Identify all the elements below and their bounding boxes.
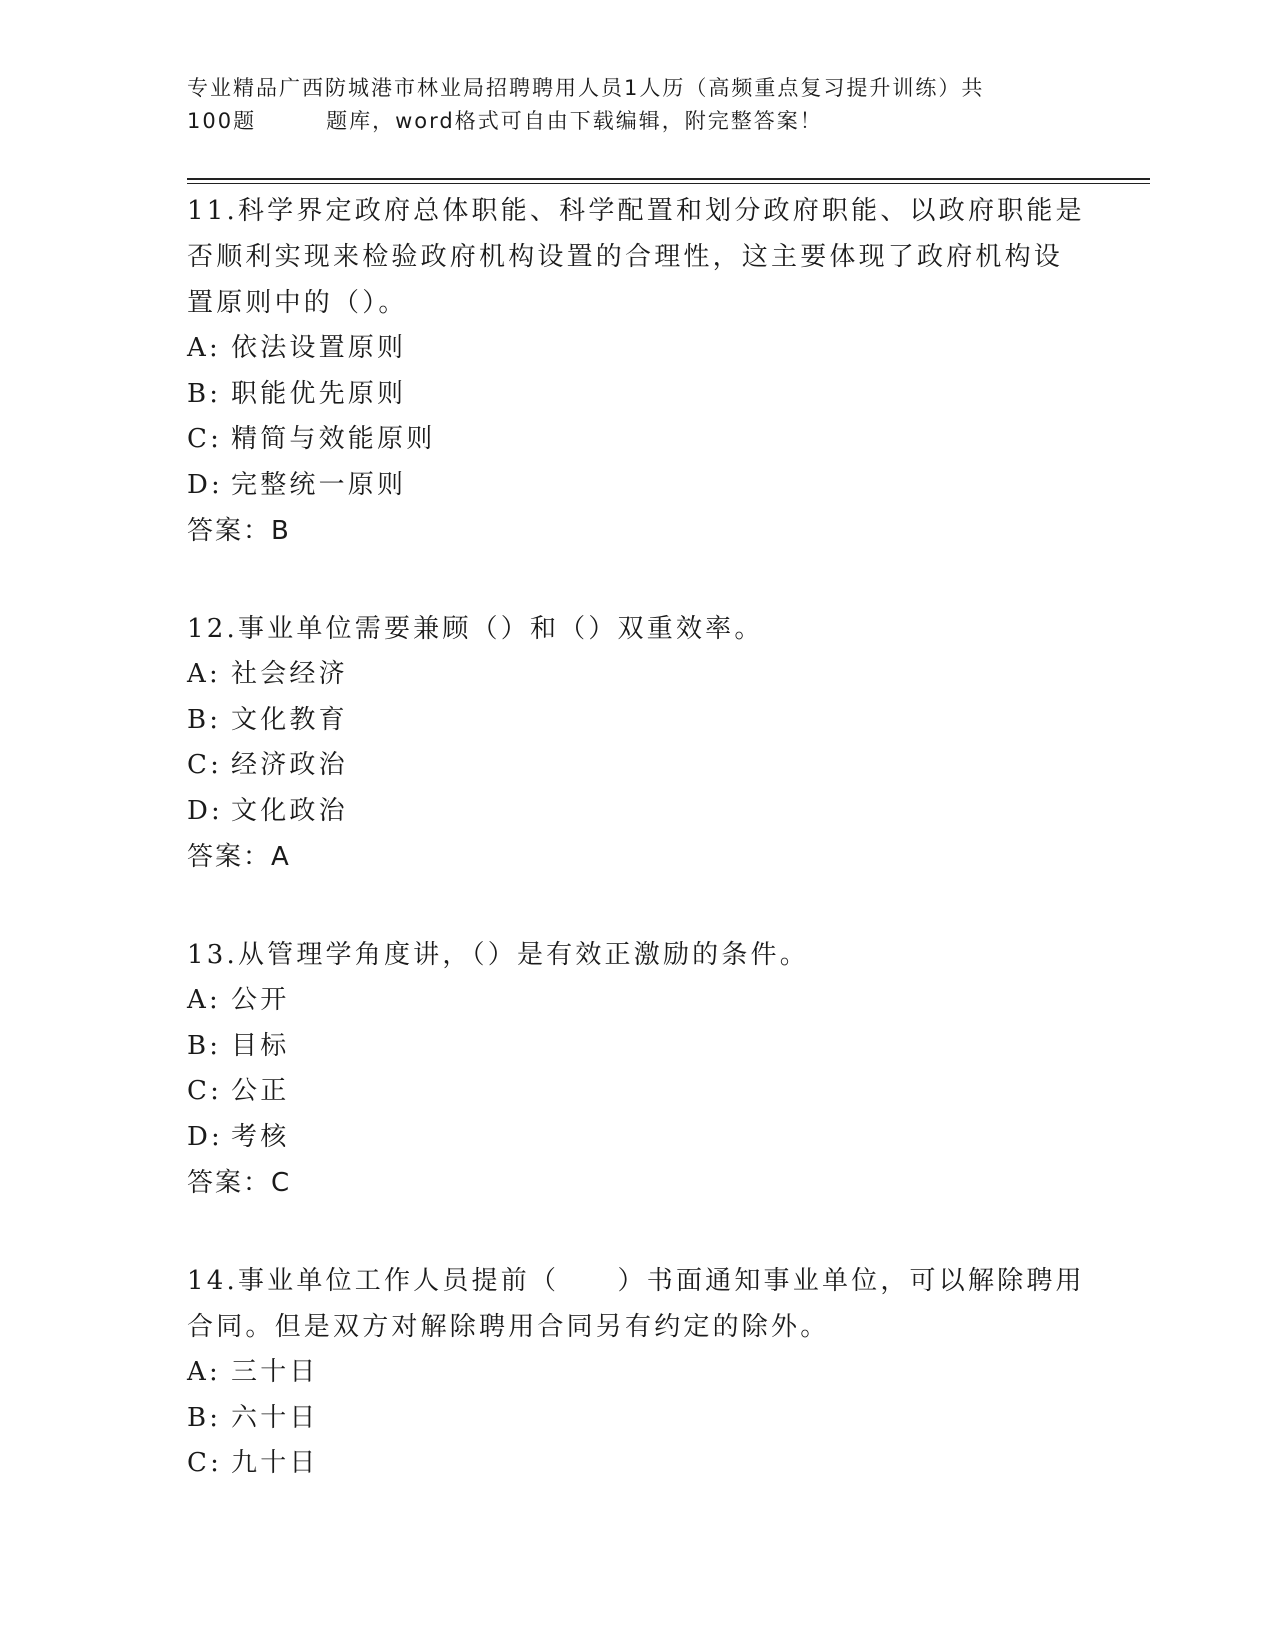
option-text: 六十日	[231, 1402, 319, 1433]
option-c	[187, 743, 1087, 789]
question-11	[187, 188, 1087, 554]
option-key: A:	[187, 333, 221, 363]
answer-line: 答案：B	[187, 516, 291, 546]
header-divider-thin	[187, 183, 1150, 184]
option-b	[187, 1024, 1087, 1070]
answer-line: 答案：C	[187, 1168, 292, 1198]
option-key: D:	[187, 1121, 224, 1152]
option-d	[187, 463, 1087, 509]
option-key: A:	[187, 985, 221, 1015]
option-key: A:	[187, 1357, 221, 1387]
option-key: B:	[187, 704, 222, 735]
option-a	[187, 978, 1087, 1024]
option-text: 完整统一原则	[231, 469, 407, 500]
option-text: 公正	[231, 1076, 290, 1106]
option-key: C:	[187, 424, 223, 454]
document-header	[187, 72, 1067, 138]
option-key: C:	[187, 750, 223, 780]
option-b	[187, 1396, 1087, 1442]
header-subtitle-line	[187, 105, 1067, 138]
question-stem: 11.科学界定政府总体职能、科学配置和划分政府职能、以政府职能是否顺利实现来检验政府机构设置的合理性，这主要体现了政府机构设置原则中的（）。	[187, 196, 1085, 318]
header-title-line: 专业精品广西防城港市林业局招聘聘用人员1人历（高频重点复习提升训练）共	[187, 76, 985, 100]
question-stem: 13.从管理学角度讲，（）是有效正激励的条件。	[187, 940, 809, 970]
answer-line: 答案：A	[187, 842, 291, 872]
option-d	[187, 1115, 1087, 1161]
option-b	[187, 372, 1087, 418]
option-text: 社会经济	[231, 659, 348, 689]
option-key: B:	[187, 1402, 222, 1433]
header-divider-thick	[187, 178, 1150, 180]
option-text: 职能优先原则	[231, 378, 407, 409]
option-key: C:	[187, 1448, 223, 1478]
option-key: B:	[187, 378, 222, 409]
option-text: 公开	[231, 985, 290, 1015]
option-d	[187, 789, 1087, 835]
option-key: D:	[187, 795, 224, 826]
question-14	[187, 1258, 1087, 1487]
question-stem: 14.事业单位工作人员提前（ ）书面通知事业单位，可以解除聘用合同。但是双方对解除聘用合同另有约定的除外。	[187, 1266, 1085, 1342]
option-text: 九十日	[231, 1448, 319, 1478]
option-text: 目标	[231, 1030, 290, 1061]
question-13	[187, 932, 1087, 1206]
option-c	[187, 417, 1087, 463]
option-text: 文化教育	[231, 704, 348, 735]
header-description: 题库，word格式可自由下载编辑，附完整答案！	[326, 109, 823, 133]
question-stem: 12.事业单位需要兼顾（）和（）双重效率。	[187, 614, 764, 644]
option-key: D:	[187, 469, 224, 500]
option-text: 三十日	[231, 1357, 319, 1387]
option-key: C:	[187, 1076, 223, 1106]
option-text: 文化政治	[231, 795, 348, 826]
header-question-count: 100题	[187, 109, 257, 133]
question-list	[187, 188, 1087, 1539]
option-text: 考核	[231, 1121, 290, 1152]
option-text: 经济政治	[231, 750, 348, 780]
question-12	[187, 606, 1087, 880]
option-c	[187, 1069, 1087, 1115]
option-c	[187, 1441, 1087, 1487]
option-key: A:	[187, 659, 221, 689]
option-a	[187, 1350, 1087, 1396]
option-a	[187, 326, 1087, 372]
option-b	[187, 698, 1087, 744]
option-a	[187, 652, 1087, 698]
option-text: 精简与效能原则	[231, 424, 436, 454]
option-key: B:	[187, 1030, 222, 1061]
option-text: 依法设置原则	[231, 333, 407, 363]
